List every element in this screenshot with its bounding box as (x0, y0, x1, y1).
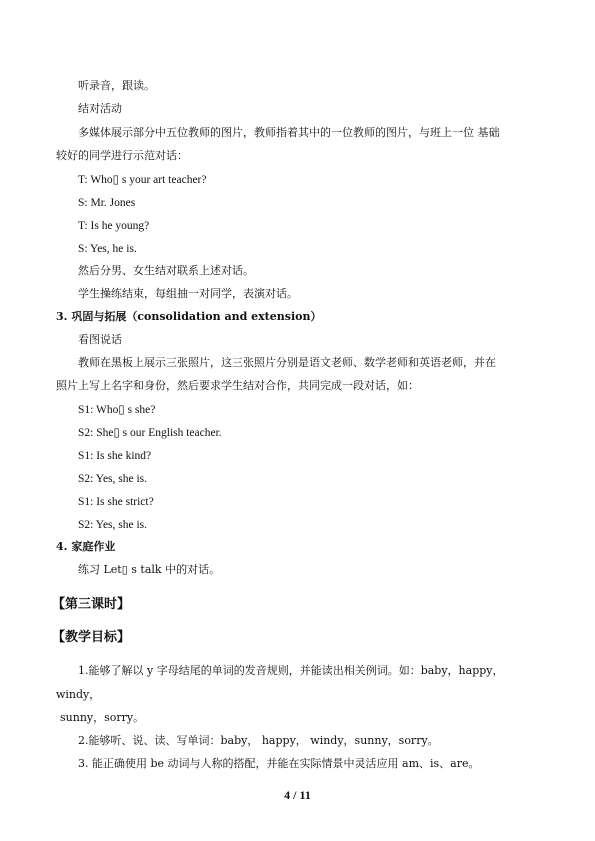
dialogue-line: S1: Is she kind? (78, 450, 152, 462)
dialogue-line: S1: Is she strict? (78, 496, 154, 508)
line-multimedia-1: 多媒体展示部分中五位教师的图片，教师指着其中的一位教师的图片，与班上一位 基础 (78, 126, 500, 139)
objective-1-wrap-2: sunny，sorry。 (60, 711, 145, 724)
line-picture-talk: 看图说话 (78, 333, 122, 346)
objectives-heading: 【教学目标】 (52, 630, 131, 645)
line-listen-repeat: 听录音，跟读。 (78, 79, 155, 92)
page-number: 4 / 11 (284, 788, 311, 802)
line-multimedia-2: 较好的同学进行示范对话： (56, 149, 188, 162)
dialogue-line: S2: She▯ s our English teacher. (78, 427, 222, 439)
line-photos-2: 照片上写上名字和身份，然后要求学生结对合作，共同完成一段对话，如： (56, 379, 419, 392)
lesson-heading: 【第三课时】 (52, 597, 131, 612)
dialogue-line: T: Who▯ s your art teacher? (78, 174, 207, 186)
dialogue-line: S2: Yes, she is. (78, 519, 148, 531)
dialogue-line: T: Is he young? (78, 220, 150, 232)
line-pair-activity: 结对活动 (78, 102, 122, 115)
dialogue-line: S1: Who▯ s she? (78, 404, 156, 416)
section-heading-consolidation: 3. 巩固与拓展（consolidation and extension） (56, 310, 322, 323)
dialogue-line: S: Yes, he is. (78, 243, 137, 255)
objective-2: 2.能够听、说、读、写单词：baby， happy， windy，sunny，sorry。 (78, 734, 439, 747)
line-perform: 学生操练结束，每组抽一对同学，表演对话。 (78, 287, 298, 300)
objective-1: 1.能够了解以 y 字母结尾的单词的发音规则，并能读出相关例词。如：baby，happy， (78, 664, 504, 677)
line-homework: 练习 Let▯ s talk 中的对话。 (78, 563, 221, 576)
objective-1-wrap: windy， (56, 688, 101, 701)
objective-3: 3. 能正确使用 be 动词与人称的搭配，并能在实际情景中灵活应用 am、is、are。 (78, 757, 480, 770)
section-heading-homework: 4. 家庭作业 (56, 540, 116, 553)
dialogue-line: S: Mr. Jones (78, 197, 136, 209)
line-pair-practice: 然后分男、女生结对联系上述对话。 (78, 264, 254, 277)
dialogue-line: S2: Yes, she is. (78, 473, 148, 485)
line-photos-1: 教师在黑板上展示三张照片，这三张照片分别是语文老师、数学老师和英语老师，并在 (78, 356, 496, 369)
